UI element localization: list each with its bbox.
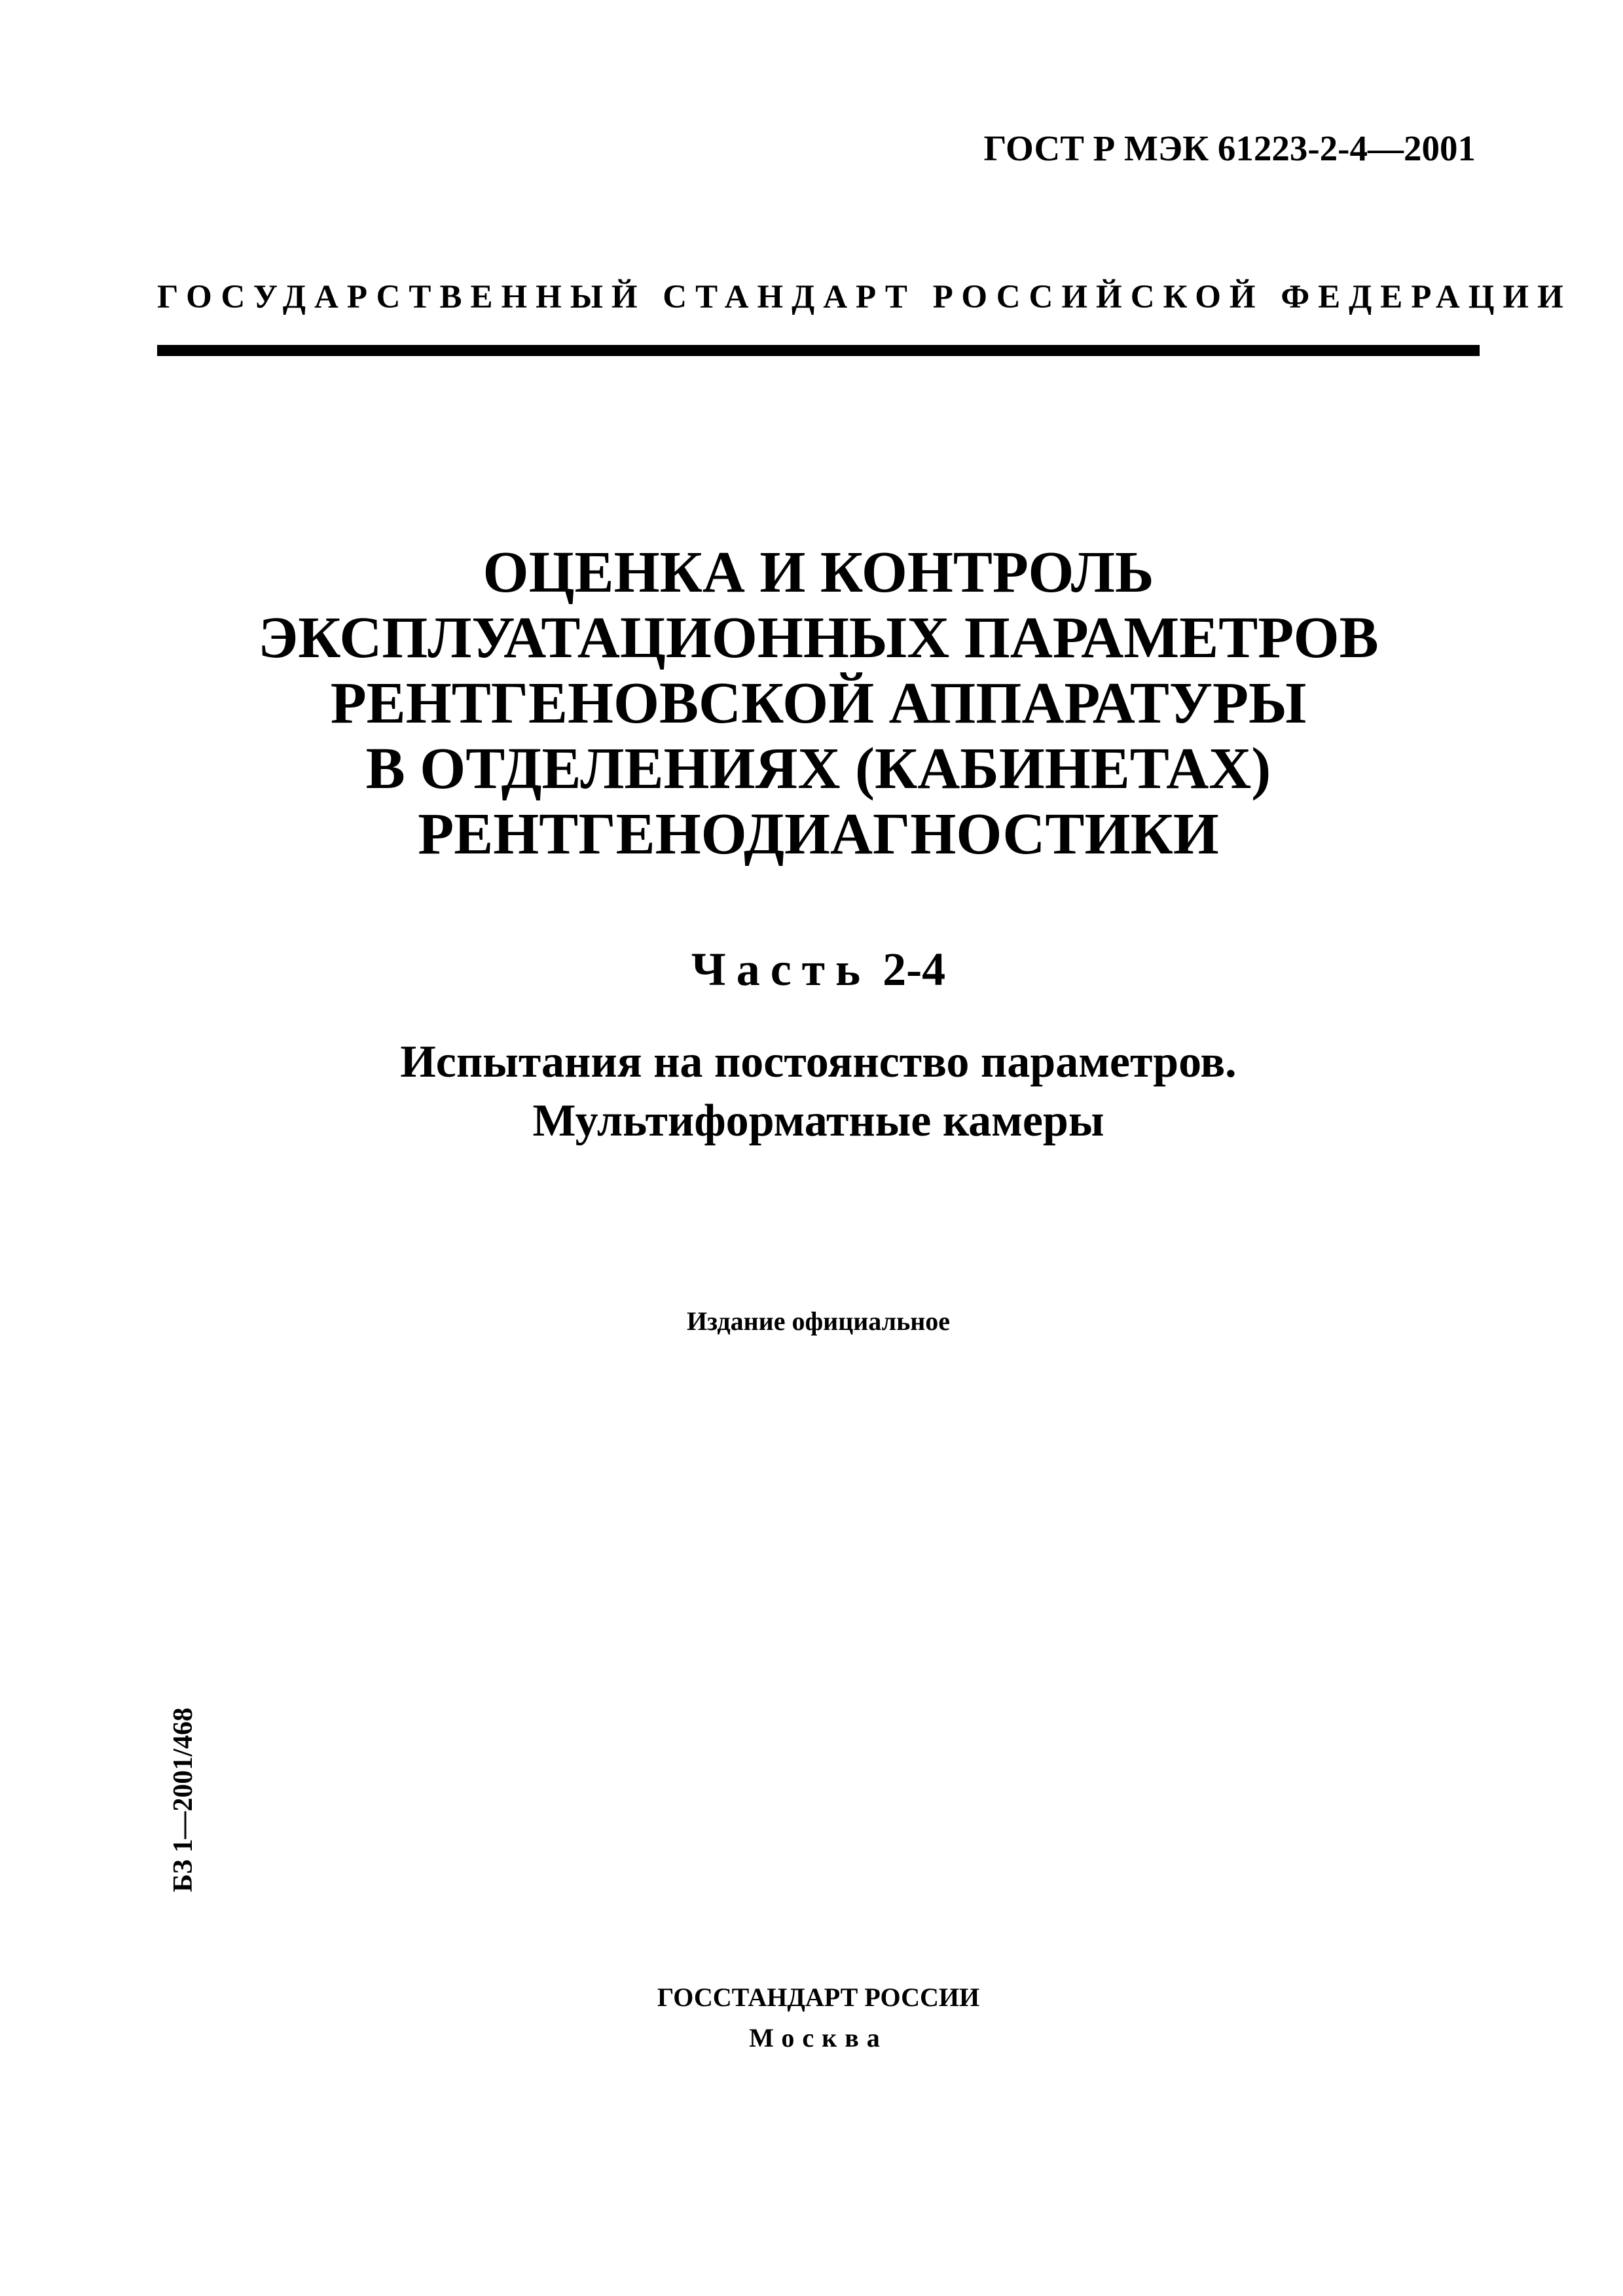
publication-city: Москва	[749, 2023, 888, 2053]
title-line: В ОТДЕЛЕНИЯХ (КАБИНЕТАХ)	[365, 736, 1271, 801]
publisher: ГОССТАНДАРТ РОССИИ	[657, 1982, 980, 2012]
standard-designation: ГОСТ Р МЭК 61223-2-4—2001	[983, 128, 1476, 168]
state-standard-heading: ГОСУДАРСТВЕННЫЙ СТАНДАРТ РОССИЙСКОЙ ФЕДЕРАЦИИ	[157, 279, 1572, 315]
title-line: РЕНТГЕНОДИАГНОСТИКИ	[418, 802, 1219, 867]
part-number: 2-4	[883, 943, 946, 996]
part-word: Часть	[691, 943, 871, 996]
part-heading	[157, 942, 1480, 997]
title-line: ОЦЕНКА И КОНТРОЛЬ	[483, 540, 1154, 605]
title-line: ЭКСПЛУАТАЦИОННЫХ ПАРАМЕТРОВ	[258, 605, 1379, 670]
header-rule	[157, 345, 1480, 356]
subtitle-line: Испытания на постоянство параметров.	[400, 1037, 1237, 1087]
main-title	[157, 540, 1480, 867]
subtitle-line: Мультиформатные камеры	[532, 1096, 1104, 1146]
edition-label: Издание официальное	[686, 1306, 951, 1336]
side-code: БЗ 1—2001/468	[168, 1707, 198, 1893]
title-line: РЕНТГЕНОВСКОЙ АППАРАТУРЫ	[330, 671, 1307, 736]
side-code-wrapper	[164, 1702, 203, 1898]
subtitle	[157, 1033, 1480, 1151]
